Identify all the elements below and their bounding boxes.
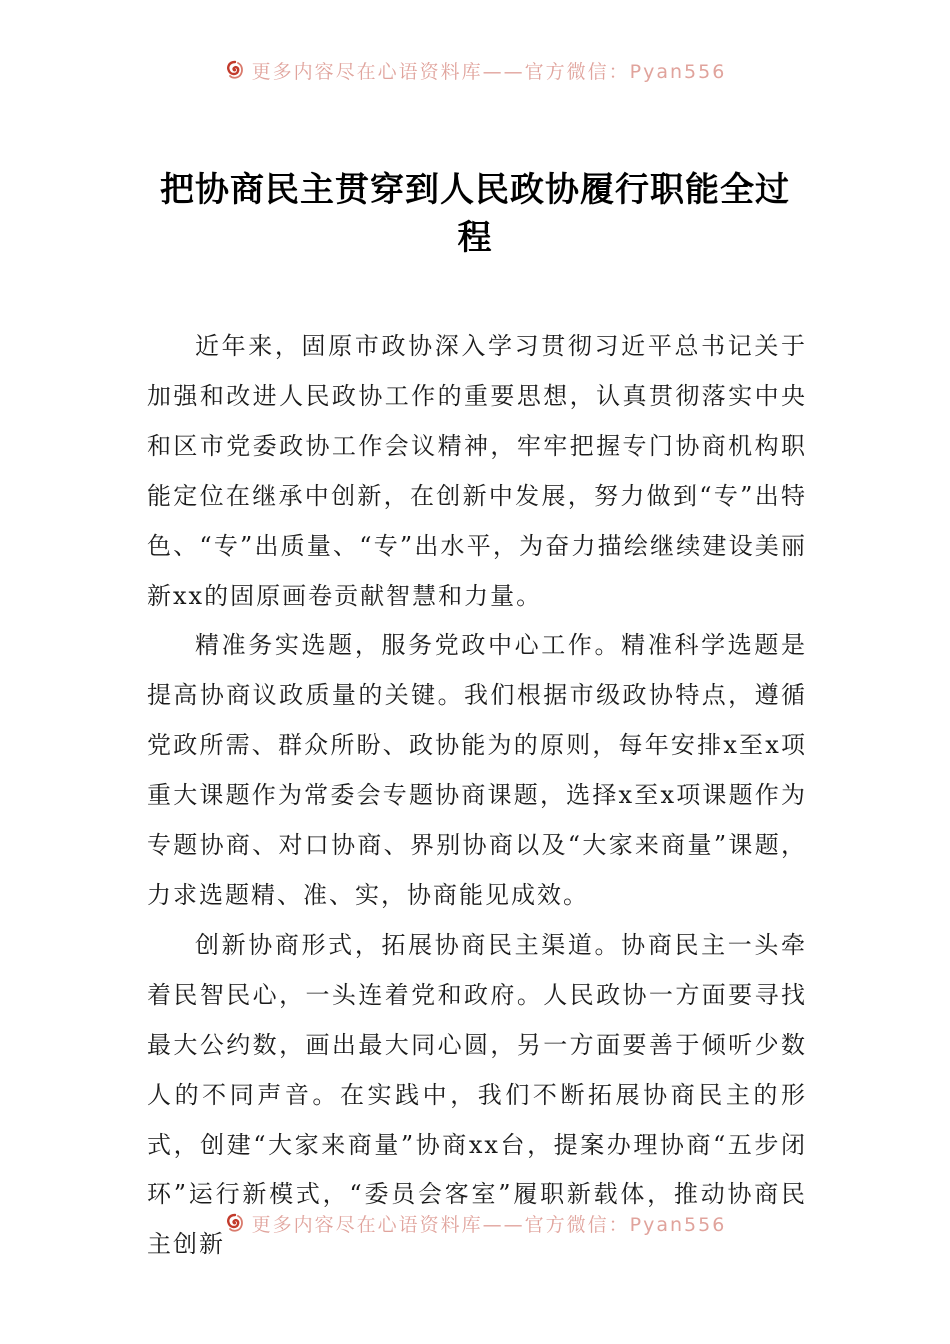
paragraph: 创新协商形式，拓展协商民主渠道。协商民主一头牵着民智民心，一头连着党和政府。人民政协一方面要寻找最大公约数，画出最大同心圆，另一方面要善于倾听少数人的不同声音。在实践中，我们不断拓展协商民主的形式，创建“大家来商量”协商xx台，提案办理协商“五步闭环”运行新模式，“委员会客室”履职新载体，推动协商民主创新 xyxy=(147,930,807,1259)
document-body xyxy=(147,322,807,1270)
spiral-logo-icon xyxy=(224,59,246,81)
watermark-footer xyxy=(0,1203,950,1243)
paragraph: 近年来，固原市政协深入学习贯彻习近平总书记关于加强和改进人民政协工作的重要思想，认真贯彻落实中央和区市党委政协工作会议精神，牢牢把握专门协商机构职能定位在继承中创新，在创新中发展，努力做到“专”出特色、“专”出质量、“专”出水平，为奋力描绘继续建设美丽新xx的固原画卷贡献智慧和力量。 xyxy=(147,332,807,610)
paragraph: 精准务实选题，服务党政中心工作。精准科学选题是提高协商议政质量的关键。我们根据市级政协特点，遵循党政所需、群众所盼、政协能为的原则，每年安排x至x项重大课题作为常委会专题协商课题，选择x至x项课题作为专题协商、对口协商、界别协商以及“大家来商量”课题，力求选题精、准、实，协商能见成效。 xyxy=(147,631,807,909)
watermark-text: 更多内容尽在心语资料库——官方微信：Pyan556 xyxy=(251,60,727,83)
spiral-logo-icon xyxy=(224,1212,246,1234)
document-title: 把协商民主贯穿到人民政协履行职能全过程 xyxy=(160,170,790,258)
watermark-text: 更多内容尽在心语资料库——官方微信：Pyan556 xyxy=(251,1213,727,1236)
watermark-header xyxy=(0,50,950,90)
